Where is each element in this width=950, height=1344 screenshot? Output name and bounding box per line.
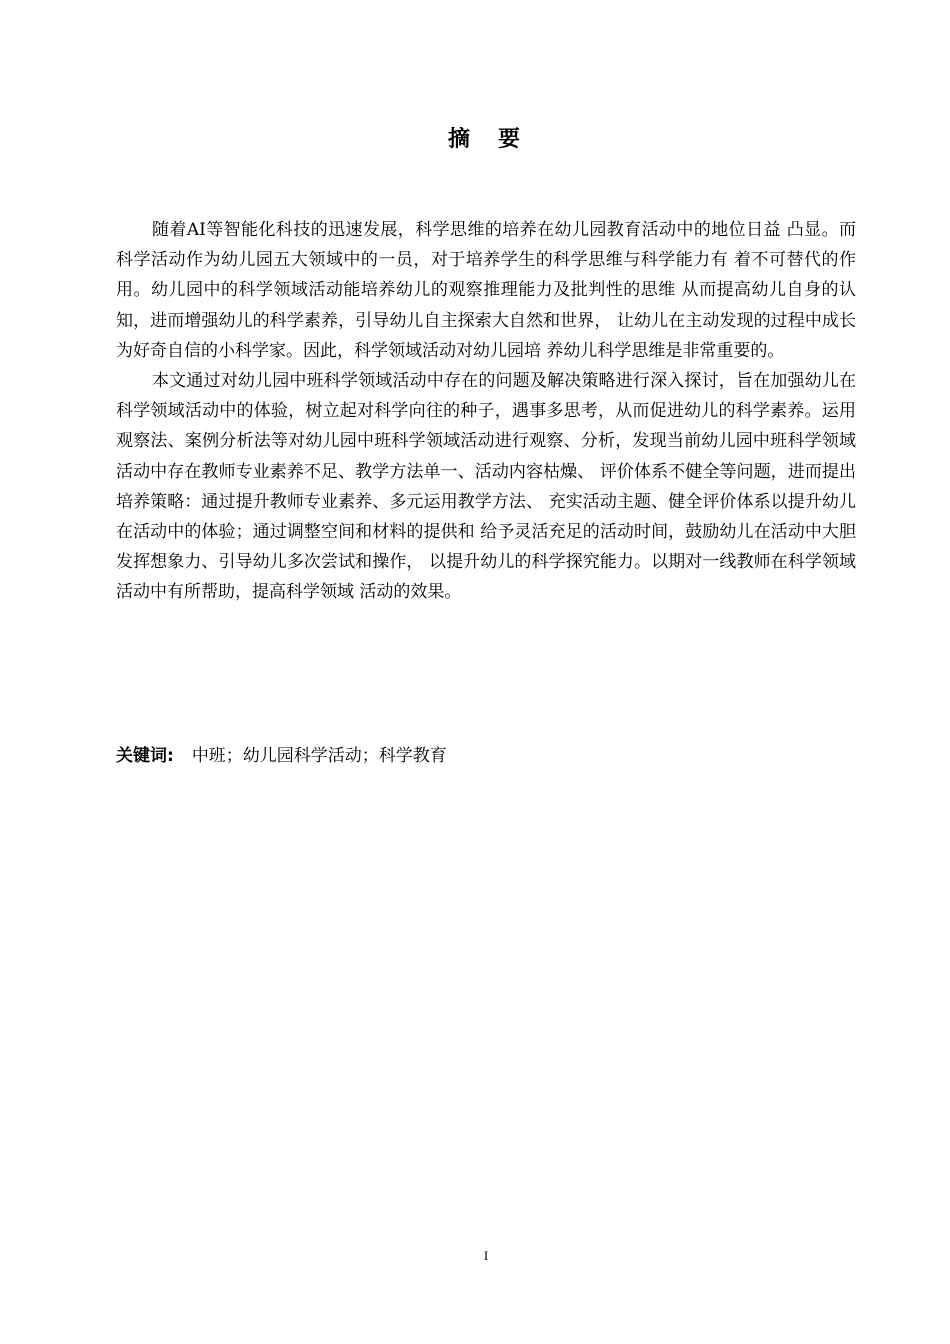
keywords-line: [116, 741, 447, 771]
abstract-title: [0, 122, 950, 153]
keywords-value: 中班；幼儿园科学活动；科学教育: [191, 746, 447, 766]
keywords-label: 关键词:: [116, 746, 174, 766]
abstract-title-char-2: 要: [498, 127, 521, 152]
abstract-title-char-1: 摘: [447, 127, 470, 152]
abstract-paragraph-1: 随着AI等智能化科技的迅速发展，科学思维的培养在幼儿园教育活动中的地位日益 凸显。而科学活动作为幼儿园五大领域中的一员，对于培养学生的科学思维与科学能力有 着不可替代的作用。幼儿园中的科学领域活动能培养幼儿的观察推理能力及批判性的思维 从而提高幼儿自身的认知，进而增强幼儿的科学素养，引导幼儿自主探索大自然和世界， 让幼儿在主动发现的过程中成长为好奇自信的小科学家。因此，科学领域活动对幼儿园培 养幼儿科学思维是非常重要的。: [116, 220, 856, 361]
abstract-body: [116, 215, 856, 608]
page-number: I: [483, 1248, 489, 1263]
abstract-paragraph-2: 本文通过对幼儿园中班科学领域活动中存在的问题及解决策略进行深入探讨，旨在加强幼儿在科学领域活动中的体验，树立起对科学向往的种子，遇事多思考，从而促进幼儿的科学素养。运用观察法、案例分析法等对幼儿园中班科学领域活动进行观察、分析，发现当前幼儿园中班科学领域活动中存在教师专业素养不足、教学方法单一、活动内容枯燥、 评价体系不健全等问题，进而提出培养策略：通过提升教师专业素养、多元运用教学方法、 充实活动主题、健全评价体系以提升幼儿在活动中的体验；通过调整空间和材料的提供和 给予灵活充足的活动时间，鼓励幼儿在活动中大胆发挥想象力、引导幼儿多次尝试和操作， 以提升幼儿的科学探究能力。以期对一线教师在科学领域活动中有所帮助，提高科学领域 活动的效果。: [116, 371, 856, 603]
